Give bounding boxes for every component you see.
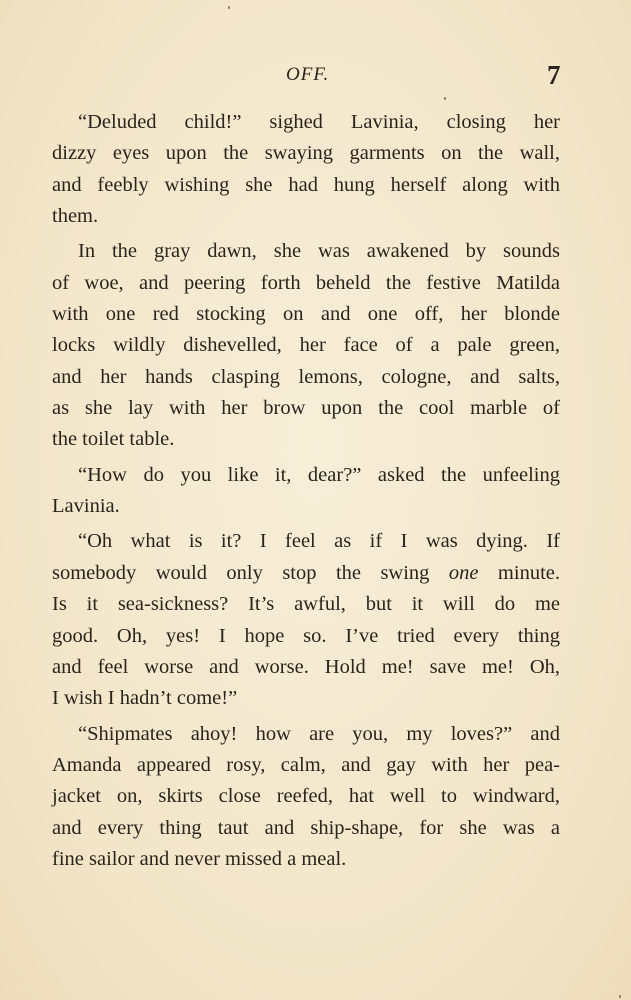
text-line: “How do you like it, dear?” asked the unfeeling [78,463,560,486]
running-title: OFF. [286,64,330,85]
text-line-with-emphasis: somebody would only stop the swing one minute. [52,561,560,584]
text-line: and her hands clasping lemons, cologne, and salts, [52,365,560,388]
text-line: “Shipmates ahoy! how are you, my loves?” and [78,722,560,745]
paper-speck [619,995,621,998]
text-line: and feel worse and worse. Hold me! save me! Oh, [52,655,560,678]
text-line: of woe, and peering forth beheld the festive Matilda [52,271,560,294]
text-line: with one red stocking on and one off, her blonde [52,303,560,326]
paper-speck [228,6,230,9]
text-line: Amanda appeared rosy, calm, and gay with her pea- [52,753,560,776]
paper-speck [444,97,446,100]
page-number: 7 [547,60,561,90]
text-line: jacket on, skirts close reefed, hat well to windward, [52,785,560,808]
emphasized-word: one [448,561,479,584]
text-line: the toilet table. [52,428,175,451]
text-line: fine sailor and never missed a meal. [52,847,347,870]
text-line: “Deluded child!” sighed Lavinia, closing her [78,111,560,133]
text-line: and feebly wishing she had hung herself along with [52,173,560,196]
running-head [0,60,631,90]
text-line: dizzy eyes upon the swaying garments on the wall, [52,142,560,165]
text-line: In the gray dawn, she was awakened by sounds [78,240,560,263]
text-line: good. Oh, yes! I hope so. I’ve tried every thing [52,624,560,647]
body-text [52,107,560,875]
text-line: “Oh what is it? I feel as if I was dying. If [78,530,560,553]
text-line: I wish I hadn’t come!” [52,687,238,710]
text-line: Is it sea-sickness? It’s awful, but it will do me [52,593,560,616]
text-line: and every thing taut and ship-shape, for she was a [52,816,560,839]
text-line: them. [52,205,99,228]
text-line: as she lay with her brow upon the cool marble of [52,397,560,420]
text-line: locks wildly dishevelled, her face of a pale green, [52,334,560,357]
text-line: Lavinia. [52,495,120,518]
